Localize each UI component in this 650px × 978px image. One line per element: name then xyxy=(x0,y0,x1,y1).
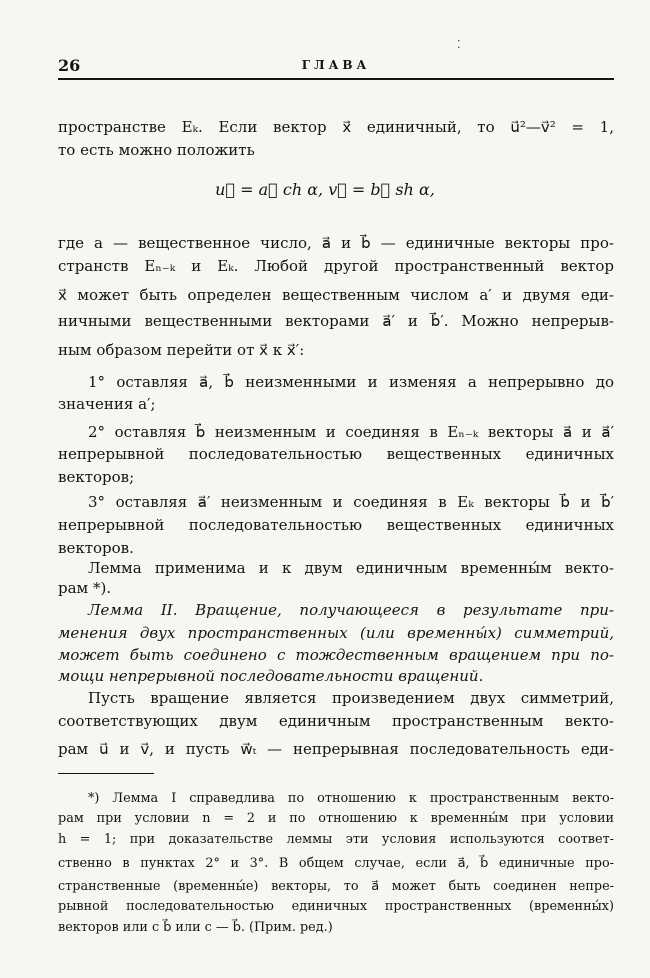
footnote-line: ственно в пунктах 2° и 3°. В общем случае, если a⃗, b⃗ единичные про- xyxy=(58,856,614,871)
text-line: соответствующих двум единичным пространственным векто- xyxy=(58,712,614,730)
text-line: ничными вещественными векторами a⃗′ и b⃗′. Можно непрерыв- xyxy=(58,312,614,330)
text-line: рам u⃗ и v⃗, и пусть w⃗ₜ — непрерывная последовательность еди- xyxy=(58,740,614,758)
header-rule xyxy=(58,78,614,80)
text-line: то есть можно положить xyxy=(58,141,255,159)
text-line: векторов; xyxy=(58,468,135,486)
text-line: рам *). xyxy=(58,579,112,597)
formula: u⃗ = a⃗ ch α, v⃗ = b⃗ sh α, xyxy=(215,180,435,199)
chapter-title: ГЛАВА xyxy=(301,58,371,72)
footnote-line: странственные (временны́е) векторы, то a⃗ может быть соединен непре- xyxy=(58,879,614,894)
footnote-rule xyxy=(58,773,154,774)
text-line: векторов. xyxy=(58,539,134,557)
footnote-line: рам при условии n = 2 и по отношению к временны́м при условии xyxy=(58,811,614,826)
margin-mark: ⁚ xyxy=(457,38,461,51)
text-line: непрерывной последовательностью вещественных единичных xyxy=(58,445,614,463)
text-line: 3° оставляя a⃗′ неизменным и соединяя в Eₖ векторы b⃗ и b⃗′ xyxy=(88,493,614,511)
text-line: непрерывной последовательностью вещественных единичных xyxy=(58,516,614,534)
lemma-text: Лемма II. Вращение, получающееся в результате при- xyxy=(88,601,614,619)
text-line: где a — вещественное число, a⃗ и b⃗ — единичные векторы про- xyxy=(58,234,614,252)
running-header xyxy=(58,56,614,78)
text-line: значения a′; xyxy=(58,395,156,413)
text-line: ным образом перейти от x⃗ к x⃗′: xyxy=(58,341,305,359)
footnote-line: рывной последовательностью единичных пространственных (временны́х) xyxy=(58,899,614,914)
footnote-line: *) Лемма I справедлива по отношению к пространственным векто- xyxy=(88,791,614,806)
lemma-text: мощи непрерывной последовательности вращений. xyxy=(58,667,484,685)
text-line: странств Eₙ₋ₖ и Eₖ. Любой другой пространственный вектор xyxy=(58,257,614,275)
lemma-text: может быть соединено с тождественным вращением при по- xyxy=(58,646,614,664)
page-number: 26 xyxy=(58,56,81,75)
text-line: 2° оставляя b⃗ неизменным и соединяя в Eₙ₋ₖ векторы a⃗ и a⃗′ xyxy=(88,423,614,441)
text-line: x⃗ может быть определен вещественным числом a′ и двумя еди- xyxy=(58,286,614,304)
footnote-line: векторов или с b⃗ или с — b⃗. (Прим. ред.) xyxy=(58,920,333,935)
text-line: пространстве Eₖ. Если вектор x⃗ единичный, то u⃗²—v⃗² = 1, xyxy=(58,118,614,136)
lemma-text: менения двух пространственных (или временны́х) симметрий, xyxy=(58,624,614,642)
text-line: Пусть вращение является произведением двух симметрий, xyxy=(88,689,614,707)
text-line: Лемма применима и к двум единичным временны́м векто- xyxy=(88,559,614,577)
footnote-line: h = 1; при доказательстве леммы эти условия используются соответ- xyxy=(58,832,614,847)
text-line: 1° оставляя a⃗, b⃗ неизменными и изменяя a непрерывно до xyxy=(88,373,614,391)
